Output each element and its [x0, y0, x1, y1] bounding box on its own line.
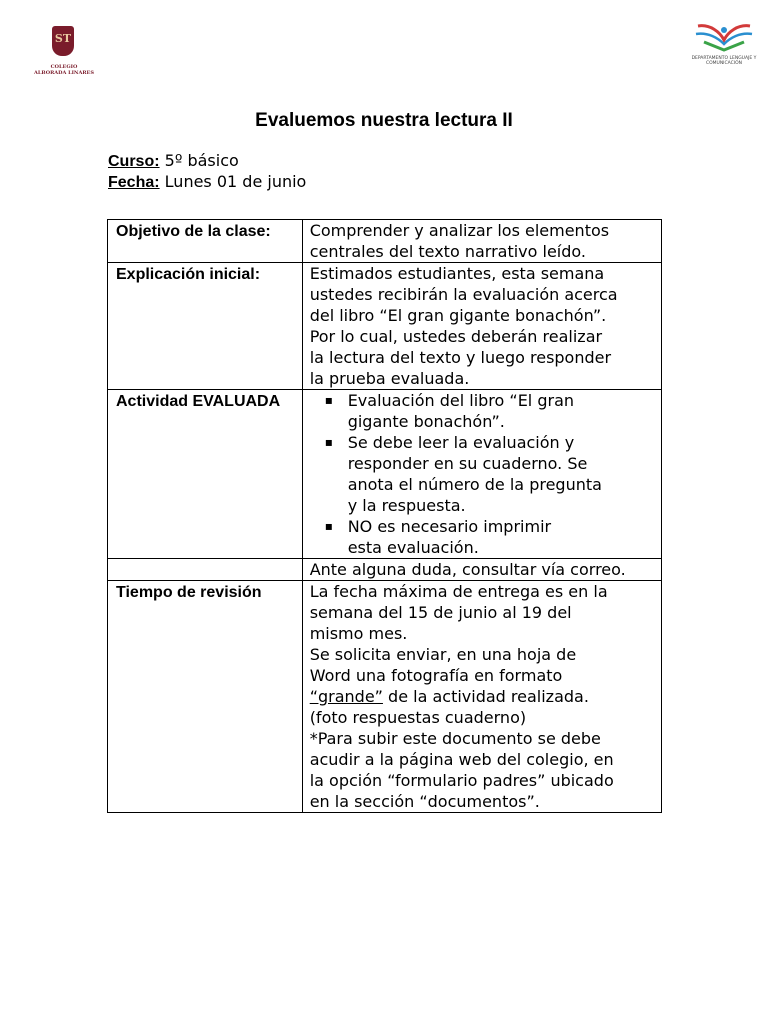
- activity-table: [107, 219, 662, 813]
- tiempo-label: Tiempo de revisión: [108, 581, 303, 813]
- tiempo-line: Se solicita enviar, en una hoja de: [309, 645, 577, 664]
- bullet-line: anota el número de la pregunta: [347, 475, 602, 494]
- list-item: [303, 390, 661, 432]
- tiempo-line: mismo mes.: [309, 624, 408, 643]
- list-item: [303, 516, 661, 558]
- bullet-line: esta evaluación.: [347, 538, 479, 557]
- tiempo-line: [310, 686, 661, 707]
- explicacion-line: del libro “El gran gigante bonachón”.: [309, 306, 607, 325]
- tiempo-line: (foto respuestas cuaderno): [309, 708, 527, 727]
- curso-value: 5º básico: [159, 151, 239, 170]
- actividad-label: Actividad EVALUADA: [108, 390, 303, 559]
- explicacion-line: la prueba evaluada.: [309, 369, 470, 388]
- table-row-actividad: [108, 390, 662, 559]
- tiempo-line: La fecha máxima de entrega es en la: [309, 582, 608, 601]
- tiempo-line: en la sección “documentos”.: [309, 792, 540, 811]
- school-logo-text: COLEGIO ALBORADA LINARES: [34, 64, 94, 76]
- duda-text: Ante alguna duda, consultar vía correo.: [302, 559, 661, 581]
- tiempo-line: acudir a la página web del colegio, en: [309, 750, 614, 769]
- square-bullet-icon: ▪: [324, 393, 333, 407]
- bullet-line: Evaluación del libro “El gran: [347, 391, 575, 410]
- tiempo-line: la opción “formulario padres” ubicado: [309, 771, 614, 790]
- explicacion-label: Explicación inicial:: [108, 263, 303, 390]
- square-bullet-icon: ▪: [324, 435, 333, 449]
- bullet-line: y la respuesta.: [347, 496, 466, 515]
- department-logo-text: DEPARTAMENTO LENGUAJE Y COMUNICACIÓN: [691, 56, 757, 66]
- grande-underlined: “grande”: [309, 687, 383, 706]
- bullet-line: responder en su cuaderno. Se: [347, 454, 588, 473]
- bullet-line: NO es necesario imprimir: [347, 517, 552, 536]
- fecha-value: Lunes 01 de junio: [159, 172, 307, 191]
- tiempo-text: [302, 581, 661, 813]
- fecha-line: [108, 171, 306, 193]
- objetivo-line: centrales del texto narrativo leído.: [309, 242, 586, 261]
- table-row-duda: [108, 559, 662, 581]
- tiempo-line: *Para subir este documento se debe: [309, 729, 601, 748]
- curso-line: [108, 150, 239, 172]
- objetivo-line: Comprender y analizar los elementos: [309, 221, 610, 240]
- school-crest-icon: ST: [52, 26, 74, 56]
- square-bullet-icon: ▪: [324, 519, 333, 533]
- objetivo-text: [302, 220, 661, 263]
- tiempo-line: Word una fotografía en formato: [309, 666, 563, 685]
- table-row-explicacion: [108, 263, 662, 390]
- explicacion-line: ustedes recibirán la evaluación acerca: [309, 285, 618, 304]
- open-book-icon: [690, 22, 758, 56]
- bullet-line: gigante bonachón”.: [347, 412, 505, 431]
- tiempo-line: semana del 15 de junio al 19 del: [309, 603, 572, 622]
- table-row-objetivo: [108, 220, 662, 263]
- grande-rest: de la actividad realizada.: [382, 687, 589, 706]
- fecha-label: Fecha:: [108, 174, 160, 191]
- department-logo: [690, 22, 758, 68]
- empty-cell: [108, 559, 303, 581]
- explicacion-line: Por lo cual, ustedes deberán realizar: [309, 327, 603, 346]
- objetivo-label: Objetivo de la clase:: [108, 220, 303, 263]
- explicacion-line: Estimados estudiantes, esta semana: [309, 264, 605, 283]
- table-row-tiempo: [108, 581, 662, 813]
- school-logo: [34, 24, 94, 80]
- actividad-list: [302, 390, 661, 559]
- bullet-line: Se debe leer la evaluación y: [347, 433, 575, 452]
- explicacion-text: [302, 263, 661, 390]
- page-title: Evaluemos nuestra lectura II: [255, 110, 513, 131]
- curso-label: Curso:: [108, 153, 160, 170]
- list-item: [303, 432, 661, 516]
- explicacion-line: la lectura del texto y luego responder: [309, 348, 612, 367]
